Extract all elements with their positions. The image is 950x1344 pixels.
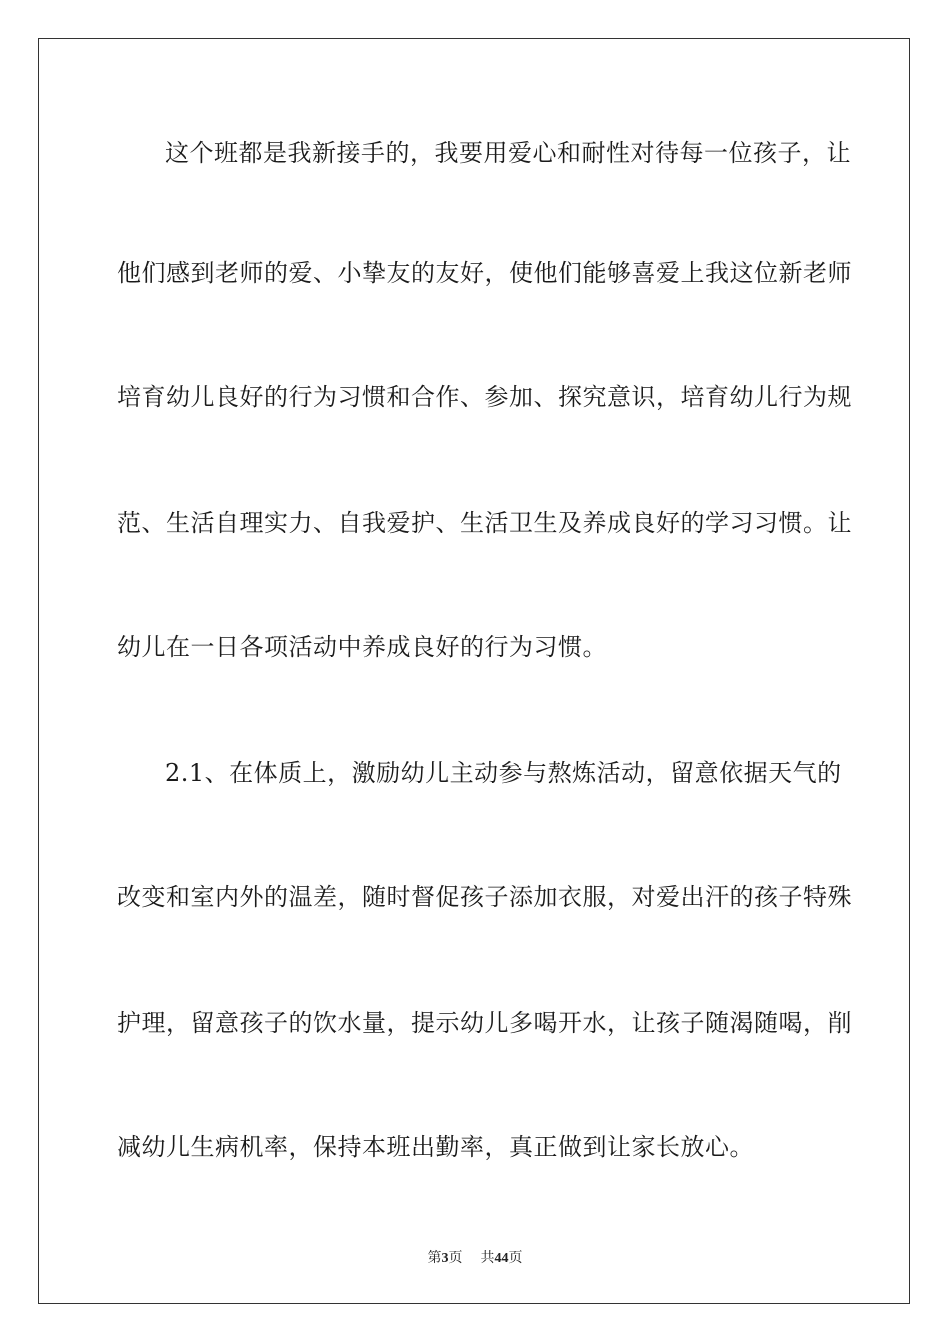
page-footer [0, 1247, 950, 1267]
page-suffix: 页 [448, 1251, 463, 1266]
text-line-9: 减幼儿生病机率，保持本班出勤率，真正做到让家长放心。 [117, 1133, 754, 1161]
page-border [38, 38, 910, 1304]
text-line-5: 幼儿在一日各项活动中养成良好的行为习惯。 [117, 633, 607, 661]
text-line-3: 培育幼儿良好的行为习惯和合作、参加、探究意识，培育幼儿行为规 [117, 383, 852, 411]
text-line-7: 改变和室内外的温差，随时督促孩子添加衣服，对爱出汗的孩子特殊 [117, 883, 852, 911]
total-suffix: 页 [508, 1251, 523, 1266]
total-pages: 44 [494, 1251, 509, 1266]
page-number: 3 [441, 1251, 449, 1266]
page-prefix: 第 [427, 1251, 442, 1266]
text-line-4: 范、生活自理实力、自我爱护、生活卫生及养成良好的学习习惯。让 [117, 509, 852, 537]
text-line-1: 这个班都是我新接手的，我要用爱心和耐性对待每一位孩子，让 [165, 139, 851, 167]
text-line-8: 护理，留意孩子的饮水量，提示幼儿多喝开水，让孩子随渴随喝，削 [117, 1009, 852, 1037]
text-line-6: 2.1、在体质上，激励幼儿主动参与熬炼活动，留意依据天气的 [165, 759, 842, 787]
text-line-2: 他们感到老师的爱、小挚友的友好，使他们能够喜爱上我这位新老师 [117, 259, 852, 287]
total-prefix: 共 [480, 1251, 495, 1266]
